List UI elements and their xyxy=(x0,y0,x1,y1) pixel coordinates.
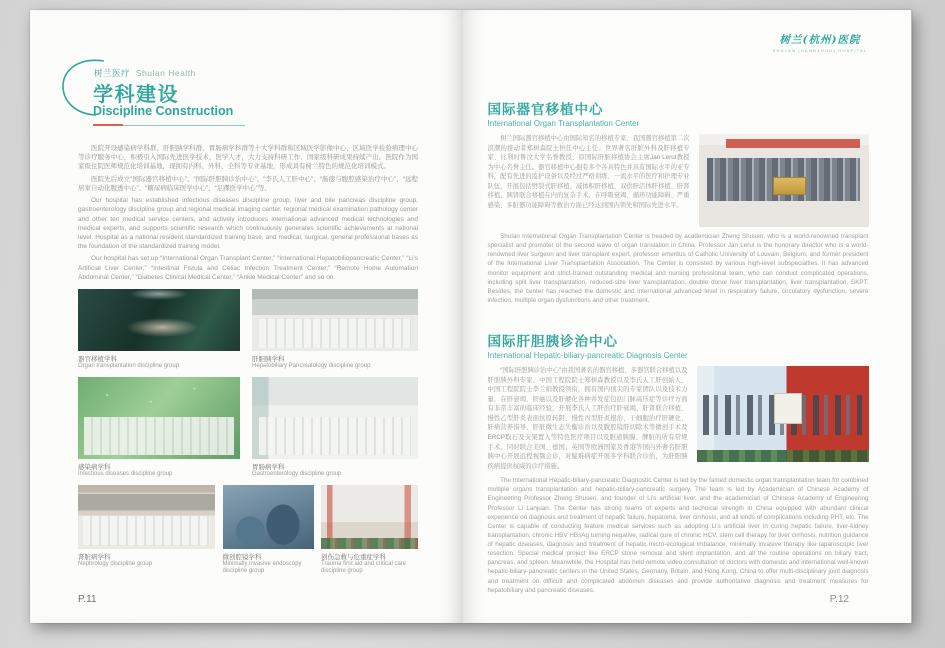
caption-cn: 胃肠病学科 xyxy=(252,463,285,471)
photo-caption xyxy=(78,351,240,377)
hospital-logo-subtext: SHULAN (HANGZHOU) HOSPITAL xyxy=(772,48,868,53)
section-title-en: International Hepatic-biliary-pancreatic Diagnosis Center xyxy=(487,351,688,360)
section-body-cn: “国际肝胆胰诊治中心”由我国著名的器官移植、多器官联合移植以及肝胆胰外科专家、中国工程院院士郑树森教授以及李氏人工肝创始人、中国工程院院士李兰娟教授领衔，拥有国内顶尖的专家团队以及技术力量，在肝衰竭、肝癌以及肝硬化各种并发症包括门脉高压症等诊疗方面有非常丰富的临床经验，开展李氏人工肝治疗肝衰竭、肝肾联合移植、慢性乙型肝炎表面抗原转阴、慢性丙型肝炎根治、干细胞治疗肝硬化、肝病营养指导、肝脏微生态失衡诊治以及腹腔镜肝切除术等微创手术及ERCP取石及支架置入等特色医疗项目以及胆道胰腺、脾脏的所有常规手术。同时联合美国、德国、英国等欧洲国家及香港等国内外著名肝胆胰中心开展远程视频会诊，对疑难病症开展多学科联合诊治，为肝胆胰疾病提供权威的诊疗措施。 xyxy=(487,367,688,470)
photo-row-2 xyxy=(78,377,418,485)
section-body-en: Shulan International Organ Transplantation Center is headed by academician Zheng Shusen, who is a world-renowned transplant specialist and promoter of the second wave of organ translation in China. Professor Jan Lerut is the honorary director who is a world-renowned liver surgeon and liver transplant expert, professor emeritus of Catholic University of Louvain, Belgium, and former president of the International Liver Transplantation Association. The Center is consisted by various high-level subspecialties. It has advanced monitor equipment and strict-trained outstanding medical and nursing professional team, who can conduct complicated operations, including split liver transplantation, reduced-size liver transplantation, double donor liver transplantation, liver transplantation, SKPT. Besides, the center has reached the domestic and international advanced level in respiratory failure, circulatory dysfunction, severe infection, multiple organ dysfunctions and other treatment. xyxy=(487,233,869,304)
section-body-cn: 树兰国际器官移植中心由国际知名的移植专家、我国器官移植第二次浪潮的推动者郑树森院士担任中心主任。世界著名肝脏外科及肝移植专家、比利时鲁汶大学名誉教授、原国际肝脏移植协会主席Jan Lerut教授为中心名誉主任。器官移植中心拥有多个各具特色并具有国际水平的亚专科，配有先进的监护设备以及经过严格训练、一流水平的医疗和护理专业队伍，开展包括劈裂式肝移植、减体积肝移植、双供肝活体肝移植、肝肾移植、胰肾联合移植在内的复杂手术。在呼吸衰竭、循环功能障碍、严重感染、多脏器功能障碍等救治方面已经达到国内领先和国际先进水平。 xyxy=(487,135,690,209)
discipline-photo-grid xyxy=(78,289,418,582)
covered-plaque xyxy=(774,393,802,424)
photo-cell xyxy=(223,485,314,583)
caption-cn: 肾脏病学科 xyxy=(78,553,111,561)
brochure-spread xyxy=(30,10,912,623)
underline-teal-line xyxy=(123,125,245,126)
section-heading xyxy=(488,330,869,360)
photo-trauma-critical-care-event xyxy=(321,485,418,549)
photo-cell xyxy=(78,289,240,377)
section-body-en: The International Hepatic-biliary-pancreatic Diagnostic Center is led by the famed domestic organ transplantation team for combined multiple organs transplantation and hepatic-biliary-pancreatic surgery. The team is led by Academician of Chinese Academy of Engineering Professor Zheng Shusen, and founder of Li's artificial liver, and the academician of Chinese Academy of Engineering Professor Li Lanjuan. The Center has strong teams of experts and technical strength in China equipped with abundant clinical experience on diagnosis and treatment of hepatic failure, hepatoma, liver cirrhosis, and all kinds of complications including PHT, etc. The Center is capable of conducting feature medical services such as adopting Li's artificial liver in curing hepatic failure, liver-kidney transplantation, chronic HBV HBsAg turning negative, radical cure of chronic HCV, stem cell therapy for liver cirrhosis, nutrition guidance of hepatic diseases, diagnosis and treatment of hepatic micro-ecological imbalance, minimally invasive therapy like laparoscopic liver resection. Special medical project like ERCP stone removal and stent implantation, and all the routine operations on biliary tract, pancreas, and spleen. Meanwhile, the Hospital has held remote video consultation of doctors with domestic and international well-known hepatic-biliary-pancreatic centers in the United States, Germany, Britain, and Hong Kong, China to offer multi-disciplinary joint diagnosis and treatment on difficult and complicated abdomen diseases and provide authoritative diagnosis and treatment measures for hepatobiliary and pancreatic diseases. xyxy=(487,477,869,594)
caption-en: Nephrology discipline group xyxy=(78,560,153,567)
photo-hepatobiliary-group xyxy=(252,289,418,351)
section-title-en: International Organ Transplantation Center xyxy=(487,119,640,128)
photo-row-1 xyxy=(78,289,418,377)
photo-gastroenterology-group xyxy=(252,377,418,459)
photo-infectious-diseases-group xyxy=(78,377,240,459)
photo-row-3 xyxy=(78,485,418,583)
caption-cn: 创伤急救与危重症学科 xyxy=(321,553,386,561)
page-title-cn: 学科建设 xyxy=(93,84,179,106)
photo-minimally-invasive-endoscopy xyxy=(223,485,314,549)
hospital-logo-script: 树兰(杭州)医院 xyxy=(779,34,861,46)
photo-cell xyxy=(78,377,240,485)
photo-caption xyxy=(78,459,240,485)
photo-caption xyxy=(223,549,314,583)
intro-paragraph-en-1: Our hospital has established infectious diseases discipline group, liver and bile pancreas discipline group, gastroenterology discipline group and regional medical imaging center, regional medical examination pathology center and other ten medical service centers, and actively introduces international advanced medical technologies and medical experts, and supports scientific research which continuously generates scientific achievements at national level. Hospital as a national resident standardized training base, and medical, surgical, general professional bases as the foundation of the standardized training model. xyxy=(78,197,418,251)
caption-en: Infectious diseases discipline group xyxy=(78,470,173,477)
photo-caption xyxy=(252,459,418,485)
intro-paragraph-cn-1: 医院开设感染病学科群、肝胆胰学科群、胃肠病学科群等十大学科群和区域医学影像中心、区域医学检验病理中心等诊疗服务中心，积极引入国际先进医学技术、医学人才，大力支持科研工作，国家级科研成果持续产出。医院作为国家级住院医师规范化培训基地，现拥有内科、外科、全科等专业基地，形成具有树兰特色的规范化培训模式。 xyxy=(78,145,418,171)
section-content-row xyxy=(488,134,869,227)
title-underline xyxy=(93,124,245,126)
photo-cell xyxy=(252,289,418,377)
photo-cell xyxy=(78,485,215,583)
page-left xyxy=(30,10,463,623)
page-right xyxy=(463,10,912,623)
photo-organ-transplantation-surgery xyxy=(78,289,240,351)
intro-text-block xyxy=(78,144,418,285)
page-number-left: P.11 xyxy=(78,594,97,605)
brand-logo-en: Shulan Health xyxy=(135,68,196,78)
photo-caption xyxy=(321,549,418,583)
section-title-cn: 国际肝胆胰诊治中心 xyxy=(487,334,619,349)
page-title-en: Discipline Construction xyxy=(93,104,234,118)
gold-plaque xyxy=(773,177,806,195)
photo-unveiling-ceremony-1 xyxy=(699,134,869,227)
caption-en: Hepatobiliary Pancreatology discipline group xyxy=(252,363,371,369)
caption-en: Minimally invasive endoscopy discipline group xyxy=(222,560,302,575)
brand-logo-cn: 树兰医疗 xyxy=(94,68,131,78)
section-hepato-biliary-pancreatic-center xyxy=(488,330,869,595)
photo-caption xyxy=(252,351,418,377)
caption-cn: 器官移植学科 xyxy=(78,356,117,363)
caption-en: Organ transplantation discipline group xyxy=(78,363,180,369)
section-organ-transplantation-center xyxy=(488,98,869,305)
page-number-right: P.12 xyxy=(829,594,849,605)
hospital-logo xyxy=(765,32,875,53)
photo-cell xyxy=(321,485,418,583)
photo-nephrology-group xyxy=(78,485,215,549)
caption-en: Gastroenterology discipline group xyxy=(252,470,342,477)
section-content-row xyxy=(488,366,869,471)
photo-cell xyxy=(252,377,418,485)
photo-unveiling-ceremony-2 xyxy=(697,366,869,462)
intro-paragraph-cn-2: 医院先后成立“国际器官移植中心”、“国际肝胆胰诊治中心”、“李氏人工肝中心”、“肠瘘与腹腔感染治疗中心”、“远程居家自动化腹透中心”、“糖尿病临床医学中心”、“足踝医学中心”等。 xyxy=(78,175,418,192)
section-title-cn: 国际器官移植中心 xyxy=(487,102,604,117)
underline-red-accent xyxy=(93,124,123,126)
section-heading xyxy=(488,98,869,128)
red-banner xyxy=(726,139,860,148)
caption-cn: 肝胆胰学科 xyxy=(252,356,285,363)
caption-en: Trauma first aid and critical care discipline group xyxy=(321,560,407,575)
caption-cn: 感染病学科 xyxy=(78,463,111,471)
intro-paragraph-en-2: Our hospital has set up “International Organ Transplant Center,” “International Hepatobiliopancreatic Center,” “Li's Artificial Liver Center,” “Intestinal Fistula and Celiac Infection Treatment Center,” “Remote Home Automation Abdominal Center,” “Diabetes Clinical Medical Center,” “Ankle Medical Center” and so on. xyxy=(78,255,418,281)
photo-caption xyxy=(78,549,215,575)
caption-cn: 微创腔镜学科 xyxy=(222,553,262,561)
